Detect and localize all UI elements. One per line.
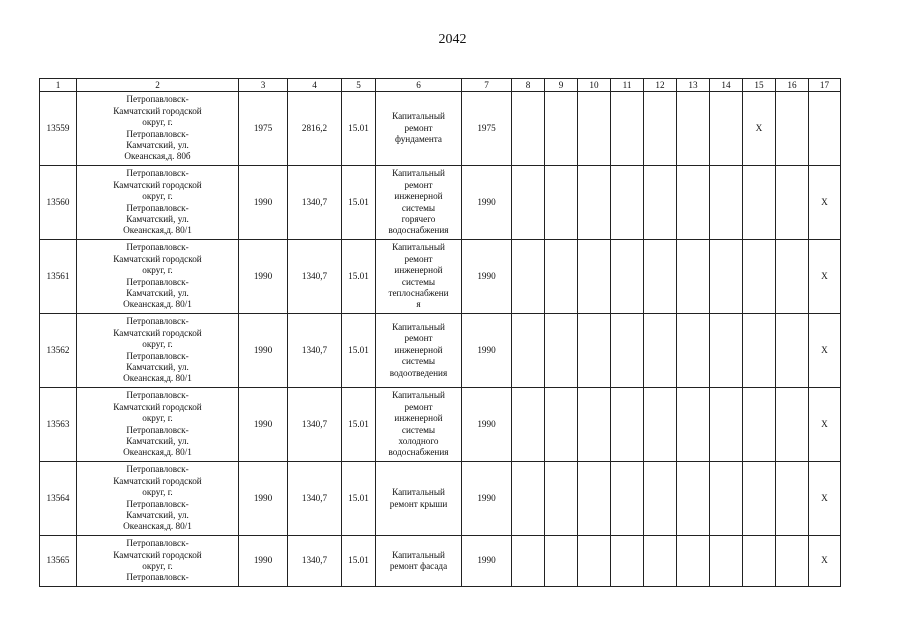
code-cell: 15.01 bbox=[342, 166, 376, 240]
addr-line: Камчатский, ул. bbox=[126, 435, 189, 446]
area-cell: 1340,7 bbox=[288, 462, 342, 536]
empty-cell bbox=[710, 92, 743, 166]
empty-cell bbox=[677, 314, 710, 388]
empty-cell bbox=[512, 536, 545, 587]
address-cell bbox=[77, 166, 239, 240]
year-cell: 1975 bbox=[239, 92, 288, 166]
empty-cell bbox=[677, 388, 710, 462]
empty-cell bbox=[776, 462, 809, 536]
code-cell: 15.01 bbox=[342, 388, 376, 462]
empty-cell bbox=[578, 536, 611, 587]
planned-year-cell: 1990 bbox=[462, 462, 512, 536]
work-line: водоотведения bbox=[389, 367, 448, 378]
empty-cell bbox=[512, 388, 545, 462]
work-line: фундамента bbox=[394, 134, 442, 145]
table-row bbox=[40, 240, 841, 314]
work-line: водоснабжения bbox=[388, 225, 449, 236]
empty-cell bbox=[545, 166, 578, 240]
work-line: Капитальный bbox=[392, 111, 445, 122]
planned-year-cell: 1990 bbox=[462, 536, 512, 587]
empty-cell bbox=[512, 314, 545, 388]
empty-cell bbox=[611, 314, 644, 388]
empty-cell bbox=[644, 462, 677, 536]
addr-line: Петропавловск- bbox=[126, 424, 189, 435]
year-cell: 1990 bbox=[239, 388, 288, 462]
planned-year-cell: 1990 bbox=[462, 388, 512, 462]
area-cell: 2816,2 bbox=[288, 92, 342, 166]
header-row bbox=[40, 79, 841, 92]
work-line: ремонт фасада bbox=[389, 561, 448, 571]
addr-line: округ, г. bbox=[142, 117, 173, 128]
empty-cell bbox=[710, 166, 743, 240]
addr-line: Камчатский городской bbox=[113, 179, 202, 190]
work-line: системы bbox=[401, 424, 436, 435]
table-row bbox=[40, 388, 841, 462]
code-cell: 15.01 bbox=[342, 92, 376, 166]
table-row bbox=[40, 166, 841, 240]
addr-line: округ, г. bbox=[142, 561, 173, 571]
header-cell: 11 bbox=[611, 79, 644, 92]
empty-cell bbox=[611, 536, 644, 587]
empty-cell bbox=[611, 240, 644, 314]
addr-line: Океанская,д. 80/1 bbox=[123, 447, 192, 458]
work-line: холодного bbox=[398, 435, 439, 446]
addr-line: Камчатский городской bbox=[113, 105, 202, 116]
empty-cell bbox=[578, 314, 611, 388]
empty-cell bbox=[578, 388, 611, 462]
address-cell bbox=[77, 314, 239, 388]
code-cell: 15.01 bbox=[342, 314, 376, 388]
empty-cell bbox=[512, 166, 545, 240]
work-line: ремонт bbox=[404, 179, 433, 190]
mark-cell-17: X bbox=[809, 166, 841, 240]
row-id-cell: 13563 bbox=[40, 388, 77, 462]
work-type-cell bbox=[376, 240, 462, 314]
mark-cell-17 bbox=[809, 92, 841, 166]
mark-cell-17: X bbox=[809, 536, 841, 587]
empty-cell bbox=[545, 388, 578, 462]
year-cell: 1990 bbox=[239, 240, 288, 314]
area-cell: 1340,7 bbox=[288, 536, 342, 587]
planned-year-cell: 1975 bbox=[462, 92, 512, 166]
addr-line: Океанская,д. 80/1 bbox=[123, 521, 192, 532]
header-cell: 3 bbox=[239, 79, 288, 92]
empty-cell bbox=[677, 536, 710, 587]
empty-cell bbox=[710, 240, 743, 314]
empty-cell bbox=[578, 462, 611, 536]
addr-line: Петропавловск- bbox=[126, 316, 189, 327]
mark-cell-17: X bbox=[809, 462, 841, 536]
table-row bbox=[40, 462, 841, 536]
empty-cell bbox=[677, 462, 710, 536]
work-line: Капитальный bbox=[392, 487, 445, 498]
addr-line: Петропавловск- bbox=[126, 242, 189, 253]
mark-cell-15 bbox=[743, 240, 776, 314]
empty-cell bbox=[611, 166, 644, 240]
work-line: горячего bbox=[401, 213, 436, 224]
header-cell: 9 bbox=[545, 79, 578, 92]
mark-cell-17: X bbox=[809, 314, 841, 388]
addr-line: Петропавловск- bbox=[126, 390, 189, 401]
empty-cell bbox=[710, 536, 743, 587]
address-cell bbox=[77, 240, 239, 314]
addr-line: Камчатский, ул. bbox=[126, 213, 189, 224]
addr-line: Камчатский городской bbox=[113, 401, 202, 412]
header-cell: 15 bbox=[743, 79, 776, 92]
row-id-cell: 13564 bbox=[40, 462, 77, 536]
addr-line: Петропавловск- bbox=[126, 538, 189, 549]
work-line: ремонт bbox=[404, 253, 433, 264]
work-line: ремонт крыши bbox=[389, 498, 448, 509]
empty-cell bbox=[512, 92, 545, 166]
empty-cell bbox=[776, 536, 809, 587]
work-type-cell bbox=[376, 166, 462, 240]
empty-cell bbox=[545, 240, 578, 314]
empty-cell bbox=[545, 92, 578, 166]
row-id-cell: 13559 bbox=[40, 92, 77, 166]
work-line: ремонт bbox=[404, 401, 433, 412]
work-line: инженерной bbox=[394, 344, 443, 355]
work-line: я bbox=[416, 299, 421, 310]
address-cell bbox=[77, 92, 239, 166]
mark-cell-17: X bbox=[809, 240, 841, 314]
address-cell bbox=[77, 388, 239, 462]
header-cell: 13 bbox=[677, 79, 710, 92]
table-row bbox=[40, 92, 841, 166]
empty-cell bbox=[776, 388, 809, 462]
work-line: водоснабжения bbox=[388, 447, 449, 458]
planned-year-cell: 1990 bbox=[462, 240, 512, 314]
empty-cell bbox=[644, 314, 677, 388]
header-cell: 7 bbox=[462, 79, 512, 92]
header-cell: 12 bbox=[644, 79, 677, 92]
work-line: системы bbox=[401, 356, 436, 367]
empty-cell bbox=[545, 536, 578, 587]
addr-line: Петропавловск- bbox=[126, 572, 189, 583]
mark-cell-15 bbox=[743, 462, 776, 536]
area-cell: 1340,7 bbox=[288, 166, 342, 240]
work-line: Капитальный bbox=[392, 168, 445, 179]
empty-cell bbox=[644, 536, 677, 587]
empty-cell bbox=[644, 92, 677, 166]
addr-line: округ, г. bbox=[142, 413, 173, 424]
empty-cell bbox=[710, 462, 743, 536]
work-line: Капитальный bbox=[392, 390, 445, 401]
addr-line: Камчатский, ул. bbox=[126, 287, 189, 298]
work-line: системы bbox=[401, 276, 436, 287]
header-cell: 17 bbox=[809, 79, 841, 92]
empty-cell bbox=[611, 388, 644, 462]
addr-line: Камчатский, ул. bbox=[126, 139, 189, 150]
empty-cell bbox=[545, 314, 578, 388]
empty-cell bbox=[578, 240, 611, 314]
work-type-cell bbox=[376, 462, 462, 536]
mark-cell-15: X bbox=[743, 92, 776, 166]
addr-line: Петропавловск- bbox=[126, 94, 189, 105]
addr-line: Петропавловск- bbox=[126, 498, 189, 509]
work-type-cell bbox=[376, 536, 462, 587]
addr-line: Океанская,д. 80б bbox=[124, 151, 191, 162]
empty-cell bbox=[512, 462, 545, 536]
empty-cell bbox=[677, 240, 710, 314]
header-cell: 16 bbox=[776, 79, 809, 92]
addr-line: округ, г. bbox=[142, 487, 173, 498]
header-cell: 2 bbox=[77, 79, 239, 92]
code-cell: 15.01 bbox=[342, 536, 376, 587]
header-cell: 5 bbox=[342, 79, 376, 92]
work-line: инженерной bbox=[394, 413, 443, 424]
mark-cell-15 bbox=[743, 536, 776, 587]
empty-cell bbox=[611, 462, 644, 536]
page-number: 2042 bbox=[438, 32, 467, 47]
empty-cell bbox=[644, 388, 677, 462]
header-cell: 14 bbox=[710, 79, 743, 92]
area-cell: 1340,7 bbox=[288, 240, 342, 314]
empty-cell bbox=[776, 240, 809, 314]
table-body bbox=[40, 79, 841, 587]
table-row bbox=[40, 314, 841, 388]
addr-line: Океанская,д. 80/1 bbox=[123, 373, 192, 384]
header-cell: 8 bbox=[512, 79, 545, 92]
empty-cell bbox=[776, 166, 809, 240]
work-line: ремонт bbox=[404, 122, 433, 133]
addr-line: Петропавловск- bbox=[126, 276, 189, 287]
addr-line: Петропавловск- bbox=[126, 168, 189, 179]
code-cell: 15.01 bbox=[342, 240, 376, 314]
addr-line: округ, г. bbox=[142, 339, 173, 350]
mark-cell-15 bbox=[743, 166, 776, 240]
empty-cell bbox=[644, 240, 677, 314]
area-cell: 1340,7 bbox=[288, 388, 342, 462]
mark-cell-17: X bbox=[809, 388, 841, 462]
year-cell: 1990 bbox=[239, 536, 288, 587]
work-type-cell bbox=[376, 314, 462, 388]
empty-cell bbox=[512, 240, 545, 314]
empty-cell bbox=[677, 166, 710, 240]
empty-cell bbox=[611, 92, 644, 166]
addr-line: Петропавловск- bbox=[126, 202, 189, 213]
addr-line: Петропавловск- bbox=[126, 350, 189, 361]
work-line: Капитальный bbox=[392, 549, 445, 560]
address-cell bbox=[77, 536, 239, 587]
work-type-cell bbox=[376, 92, 462, 166]
work-line: системы bbox=[401, 202, 436, 213]
header-cell: 10 bbox=[578, 79, 611, 92]
empty-cell bbox=[677, 92, 710, 166]
addr-line: Камчатский городской bbox=[113, 549, 202, 560]
empty-cell bbox=[776, 314, 809, 388]
addr-line: Океанская,д. 80/1 bbox=[123, 299, 192, 310]
work-line: Капитальный bbox=[392, 242, 445, 253]
work-line: инженерной bbox=[394, 191, 443, 202]
addr-line: Камчатский, ул. bbox=[126, 361, 189, 372]
table-row bbox=[40, 536, 841, 587]
year-cell: 1990 bbox=[239, 166, 288, 240]
row-id-cell: 13560 bbox=[40, 166, 77, 240]
empty-cell bbox=[644, 166, 677, 240]
empty-cell bbox=[578, 166, 611, 240]
row-id-cell: 13561 bbox=[40, 240, 77, 314]
empty-cell bbox=[710, 388, 743, 462]
addr-line: Камчатский городской bbox=[113, 253, 202, 264]
code-cell: 15.01 bbox=[342, 462, 376, 536]
work-line: ремонт bbox=[404, 333, 433, 344]
work-line: теплоснабжени bbox=[388, 287, 449, 298]
year-cell: 1990 bbox=[239, 462, 288, 536]
year-cell: 1990 bbox=[239, 314, 288, 388]
addr-line: Океанская,д. 80/1 bbox=[123, 225, 192, 236]
header-cell: 4 bbox=[288, 79, 342, 92]
planned-year-cell: 1990 bbox=[462, 166, 512, 240]
work-line: Капитальный bbox=[392, 321, 445, 332]
addr-line: округ, г. bbox=[142, 265, 173, 276]
empty-cell bbox=[545, 462, 578, 536]
empty-cell bbox=[710, 314, 743, 388]
addr-line: Камчатский городской bbox=[113, 475, 202, 486]
header-cell: 1 bbox=[40, 79, 77, 92]
area-cell: 1340,7 bbox=[288, 314, 342, 388]
addr-line: Петропавловск- bbox=[126, 464, 189, 475]
work-line: инженерной bbox=[394, 265, 443, 276]
addr-line: Петропавловск- bbox=[126, 128, 189, 139]
row-id-cell: 13565 bbox=[40, 536, 77, 587]
addr-line: округ, г. bbox=[142, 191, 173, 202]
mark-cell-15 bbox=[743, 314, 776, 388]
addr-line: Камчатский, ул. bbox=[126, 509, 189, 520]
row-id-cell: 13562 bbox=[40, 314, 77, 388]
header-cell: 6 bbox=[376, 79, 462, 92]
planned-year-cell: 1990 bbox=[462, 314, 512, 388]
work-type-cell bbox=[376, 388, 462, 462]
empty-cell bbox=[578, 92, 611, 166]
addr-line: Камчатский городской bbox=[113, 327, 202, 338]
empty-cell bbox=[776, 92, 809, 166]
mark-cell-15 bbox=[743, 388, 776, 462]
register-table bbox=[39, 78, 841, 587]
address-cell bbox=[77, 462, 239, 536]
